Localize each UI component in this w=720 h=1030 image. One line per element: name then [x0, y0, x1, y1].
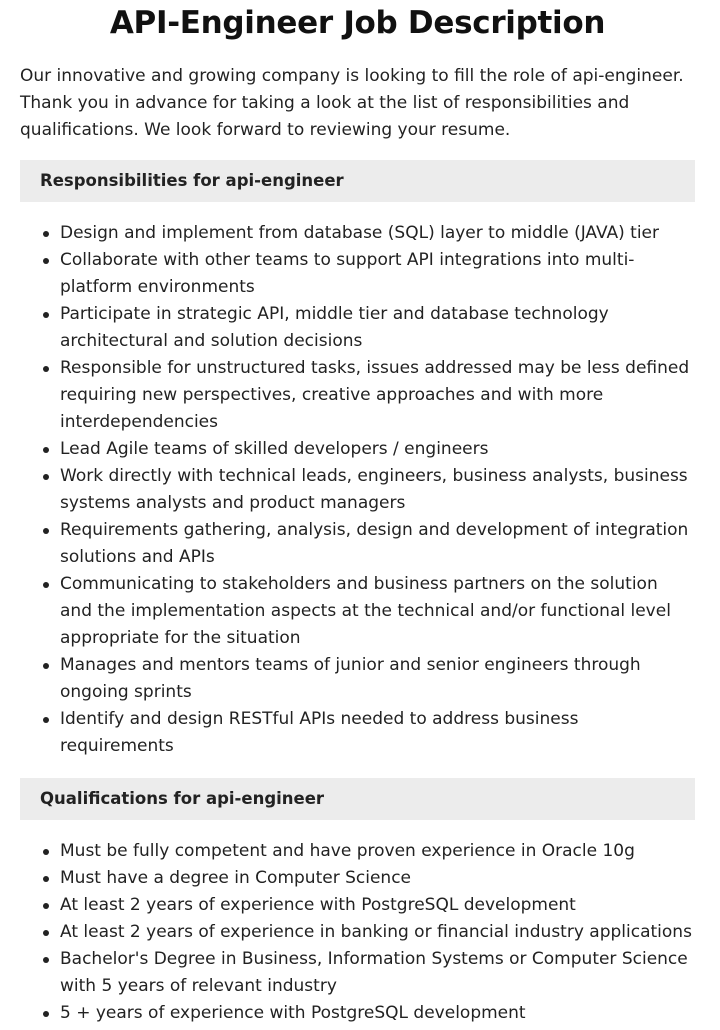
- list-item: Requirements gathering, analysis, design and development of integration solutions and APIs: [60, 517, 695, 571]
- list-item: Must be fully competent and have proven experience in Oracle 10g: [60, 838, 695, 865]
- responsibilities-header: Responsibilities for api-engineer: [20, 160, 695, 202]
- intro-paragraph: Our innovative and growing company is looking to fill the role of api-engineer. Thank you in advance for taking a look at the list of responsibilities and qualifications. We look forward to reviewing your resume.: [20, 66, 684, 140]
- list-item: Communicating to stakeholders and business partners on the solution and the implementation aspects at the technical and/or functional level appropriate for the situation: [60, 571, 695, 652]
- page-title: API-Engineer Job Description: [109, 5, 606, 41]
- list-item: At least 2 years of experience with PostgreSQL development: [60, 892, 695, 919]
- list-item: Bachelor's Degree in Business, Information Systems or Computer Science with 5 years of relevant industry: [60, 946, 695, 1000]
- list-item: Manages and mentors teams of junior and senior engineers through ongoing sprints: [60, 652, 695, 706]
- list-item: Work directly with technical leads, engineers, business analysts, business systems analysts and product managers: [60, 463, 695, 517]
- job-description-page: [20, 0, 695, 1027]
- list-item: Collaborate with other teams to support API integrations into multi-platform environments: [60, 247, 695, 301]
- list-item: Design and implement from database (SQL) layer to middle (JAVA) tier: [60, 220, 695, 247]
- list-item: Lead Agile teams of skilled developers / engineers: [60, 436, 695, 463]
- qualifications-list: [20, 838, 695, 1027]
- list-item: Identify and design RESTful APIs needed to address business requirements: [60, 706, 695, 760]
- responsibilities-list: [20, 220, 695, 760]
- qualifications-header: Qualifications for api-engineer: [20, 778, 695, 820]
- list-item: Responsible for unstructured tasks, issues addressed may be less defined requiring new perspectives, creative approaches and with more interdependencies: [60, 355, 695, 436]
- list-item: Must have a degree in Computer Science: [60, 865, 695, 892]
- list-item: At least 2 years of experience in banking or financial industry applications: [60, 919, 695, 946]
- list-item: 5 + years of experience with PostgreSQL development: [60, 1000, 695, 1027]
- list-item: Participate in strategic API, middle tier and database technology architectural and solution decisions: [60, 301, 695, 355]
